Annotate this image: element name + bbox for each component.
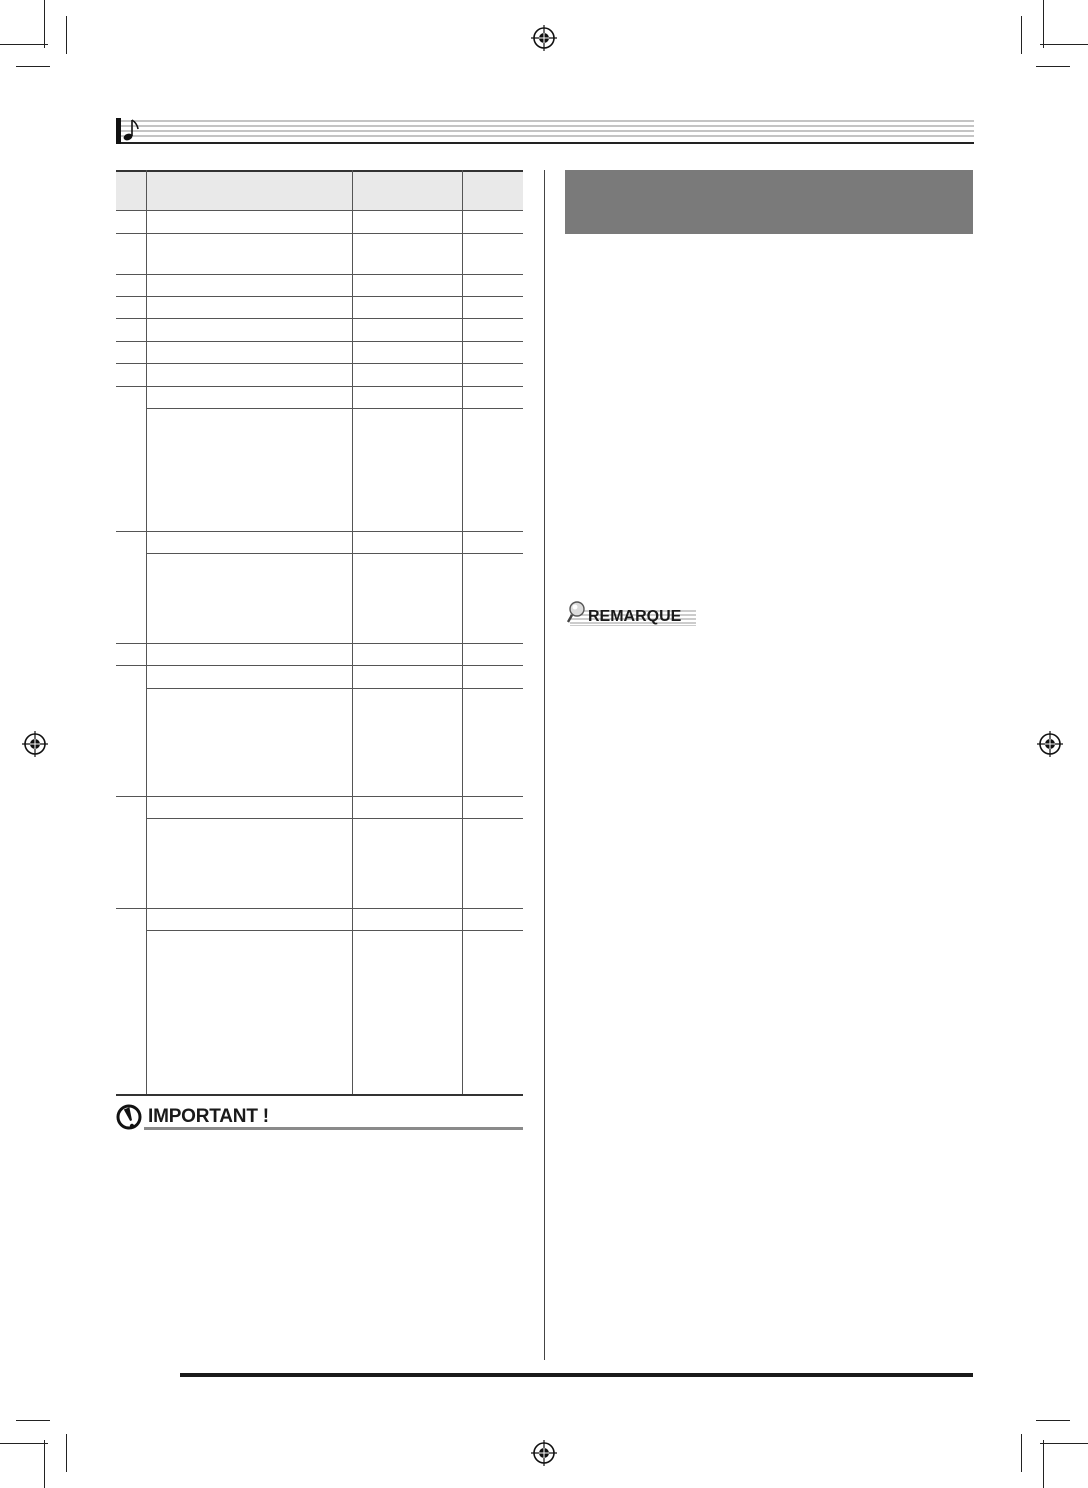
crop-mark xyxy=(1043,1440,1044,1488)
important-rule xyxy=(144,1127,523,1130)
registration-mark-icon xyxy=(22,731,48,757)
section-header-box xyxy=(565,170,973,234)
table-row-line xyxy=(116,233,523,234)
table-row-line xyxy=(116,908,523,909)
table-row-line xyxy=(146,818,523,819)
remarque-label: REMARQUE xyxy=(588,608,682,625)
crop-mark xyxy=(44,0,45,48)
crop-mark xyxy=(1036,1420,1070,1421)
registration-mark-icon xyxy=(531,1440,557,1466)
table-row-line xyxy=(116,796,523,797)
magnifier-icon xyxy=(566,600,588,626)
table-row-line xyxy=(116,210,523,211)
crop-mark xyxy=(1036,66,1070,67)
crop-mark xyxy=(16,1420,50,1421)
important-label: IMPORTANT ! xyxy=(148,1106,269,1127)
crop-mark xyxy=(66,16,67,54)
table-column-divider xyxy=(146,170,147,1096)
table-row-line xyxy=(116,363,523,364)
table-row-line xyxy=(146,408,523,409)
registration-mark-icon xyxy=(1037,731,1063,757)
important-note xyxy=(116,1102,523,1132)
crop-mark xyxy=(1021,16,1022,54)
parameter-table xyxy=(116,170,523,1096)
remarque-note xyxy=(566,600,696,630)
table-row-line xyxy=(116,665,523,666)
table-row-line xyxy=(146,930,523,931)
table-row-line xyxy=(116,386,523,387)
crop-mark xyxy=(0,44,48,45)
crop-mark xyxy=(1040,1443,1088,1444)
crop-mark xyxy=(44,1440,45,1488)
table-column-divider xyxy=(462,170,463,1096)
table-row-line xyxy=(116,318,523,319)
table-row-line xyxy=(146,688,523,689)
crop-mark xyxy=(1040,44,1088,45)
footer-rule xyxy=(180,1373,973,1377)
table-row-line xyxy=(146,553,523,554)
table-row-line xyxy=(116,296,523,297)
table-row-line xyxy=(116,643,523,644)
crop-mark xyxy=(0,1443,48,1444)
table-row-line xyxy=(116,341,523,342)
crop-mark xyxy=(1021,1434,1022,1472)
header-staff xyxy=(116,118,974,144)
crop-mark xyxy=(1043,0,1044,48)
crop-mark xyxy=(16,66,50,67)
table-row-line xyxy=(116,274,523,275)
crop-mark xyxy=(66,1434,67,1472)
table-bottom-rule xyxy=(116,1094,523,1096)
table-column-divider xyxy=(352,170,353,1096)
exclamation-icon xyxy=(116,1102,144,1132)
music-note-icon xyxy=(122,117,142,143)
column-divider xyxy=(544,170,545,1360)
table-row-line xyxy=(116,531,523,532)
registration-mark-icon xyxy=(531,25,557,51)
